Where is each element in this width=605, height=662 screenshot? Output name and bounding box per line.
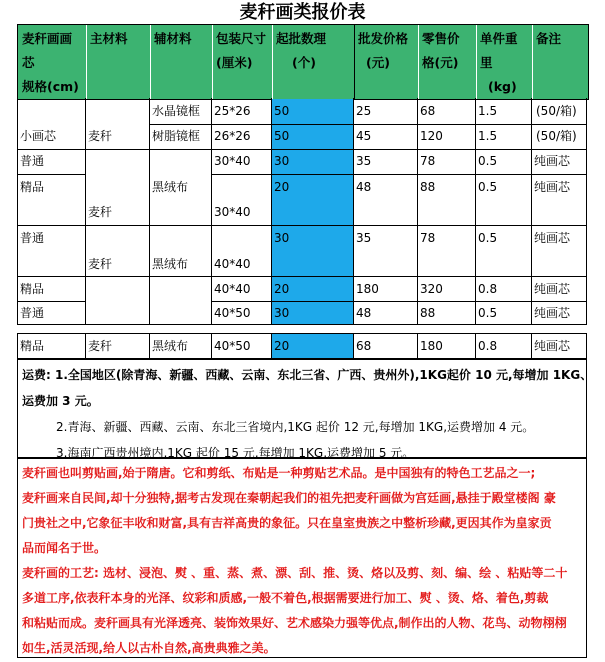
shipping-line-1: 运费: 1.全国地区(除青海、新疆、西藏、云南、东北三省、广西、贵州外),1KG起价 10 元,每增加 1KG、 <box>22 368 593 382</box>
r4-retail: 88 <box>420 180 436 194</box>
r3-size: 普通 <box>20 154 45 168</box>
header-min-qty: 起批数理 (个) <box>276 31 327 70</box>
r1-aux: 水晶镜框 <box>152 104 201 118</box>
r3-pkg: 30*40 <box>214 154 251 168</box>
r8-note: 纯画芯 <box>534 339 571 353</box>
header-unit-weight: 单件重 里 (kg) <box>480 31 518 94</box>
r6-note: 纯画芯 <box>534 282 571 296</box>
description-line: 门贵社之中,它象征丰收和财富,具有吉祥高贵的象征。只在皇室贵族之中整析珍藏,更因其作为皇家贡 <box>22 516 552 530</box>
r7-pkg: 40*50 <box>214 306 251 320</box>
header-note: 备注 <box>536 31 562 46</box>
r5-wholesale: 35 <box>356 231 372 245</box>
description-line: 和粘贴而成。麦秆画具有光泽透亮、装饰效果好、艺术感染力强等优点,制作出的人物、花鸟、动物栩栩 <box>22 616 567 630</box>
r4-note: 纯画芯 <box>534 180 571 194</box>
r8-retail: 180 <box>420 339 443 353</box>
r4-size: 精品 <box>20 180 45 194</box>
r8-size: 精品 <box>20 339 45 353</box>
r1-retail: 68 <box>420 104 436 118</box>
r6-wholesale: 180 <box>356 282 379 296</box>
r7-weight: 0.5 <box>478 306 498 320</box>
r6-qty: 20 <box>274 282 290 296</box>
r8-weight: 0.8 <box>478 339 498 353</box>
r1-note: (50/箱) <box>536 104 577 118</box>
r5-retail: 78 <box>420 231 436 245</box>
r2-wholesale: 45 <box>356 129 372 143</box>
r1-weight: 1.5 <box>478 104 498 118</box>
r6-pkg: 40*40 <box>214 282 251 296</box>
r5-note: 纯画芯 <box>534 231 571 245</box>
description-line: 品而闻名于世。 <box>22 541 107 555</box>
r7-retail: 88 <box>420 306 436 320</box>
r2-pkg: 26*26 <box>214 129 251 143</box>
header-size: 麦秆画画 芯 规格(cm) <box>22 31 79 94</box>
r7-qty: 30 <box>274 306 290 320</box>
header-main-material: 主材料 <box>90 31 128 46</box>
r8-qty: 20 <box>274 339 290 353</box>
r6-retail: 320 <box>420 282 443 296</box>
r8-pkg: 40*50 <box>214 339 251 353</box>
header-wholesale: 批发价格 (元) <box>358 31 409 70</box>
description-line: 多道工序,依表秆本身的光泽、纹彩和质感,一般不着色,根据需要进行加工、熨 、烫、烙、着色,剪裁 <box>22 591 549 605</box>
r2-main: 麦秆 <box>88 129 113 143</box>
r2-weight: 1.5 <box>478 129 498 143</box>
header-package-size: 包装尺寸 (厘米) <box>216 31 267 70</box>
r5-weight: 0.5 <box>478 231 498 245</box>
r3-wholesale: 35 <box>356 154 372 168</box>
r2-size: 小画芯 <box>20 129 57 143</box>
shipping-line-3: 3.海南广西贵州境内,1KG 起价 15 元,每增加 1KG,运费增加 5 元。 <box>56 446 415 460</box>
shipping-box <box>17 359 593 460</box>
r4-qty: 20 <box>274 180 290 194</box>
r2-qty: 50 <box>274 129 290 143</box>
r1-wholesale: 25 <box>356 104 372 118</box>
r2-note: (50/箱) <box>536 129 577 143</box>
r3-note: 纯画芯 <box>534 154 571 168</box>
table-header <box>17 24 589 100</box>
r2-retail: 120 <box>420 129 443 143</box>
description-box <box>17 458 587 658</box>
r4-aux: 黑绒布 <box>152 180 189 194</box>
page-title: 麦秆画类报价表 <box>239 2 366 23</box>
r3-qty: 30 <box>274 154 290 168</box>
shipping-line-2: 2.青海、新疆、西藏、云南、东北三省境内,1KG 起价 12 元,每增加 1KG,运费增加 4 元。 <box>56 420 535 434</box>
r8-main: 麦秆 <box>88 339 113 353</box>
shipping-line-1b: 运费加 3 元。 <box>22 394 99 408</box>
header-retail: 零售价 格(元) <box>422 31 460 70</box>
r5-qty: 30 <box>274 231 290 245</box>
r4-wholesale: 48 <box>356 180 372 194</box>
r7-size: 普通 <box>20 306 45 320</box>
r6-size: 精品 <box>20 282 45 296</box>
r5-main: 麦秆 <box>88 257 113 271</box>
r8-wholesale: 68 <box>356 339 372 353</box>
r7-wholesale: 48 <box>356 306 372 320</box>
r5-aux: 黑绒布 <box>152 257 189 271</box>
r2-aux: 树脂镜框 <box>152 129 201 143</box>
r6-weight: 0.8 <box>478 282 498 296</box>
r1-qty: 50 <box>274 104 290 118</box>
r4-pkg: 30*40 <box>214 205 251 219</box>
r5-pkg: 40*40 <box>214 257 251 271</box>
r1-pkg: 25*26 <box>214 104 251 118</box>
r5-size: 普通 <box>20 231 45 245</box>
r4-weight: 0.5 <box>478 180 498 194</box>
description-line: 如生,活灵活现,给人以古朴自然,高贵典雅之美。 <box>22 641 276 655</box>
header-aux-material: 辅材料 <box>154 31 192 46</box>
r3-retail: 78 <box>420 154 436 168</box>
r8-aux: 黑绒布 <box>152 339 189 353</box>
description-line: 麦秆画的工艺: 选材、浸泡、熨 、重、蒸、煮、漂、刮、推、烫、烙以及剪、刻、编、绘 、粘贴等二十 <box>22 566 568 580</box>
r4-main: 麦秆 <box>88 205 113 219</box>
description-line: 麦秆画来自民间,却十分独特,据考古发现在秦朝起我们的祖先把麦秆画做为宫廷画,悬挂于殿堂楼阁 豪 <box>22 491 556 505</box>
description-line: 麦秆画也叫剪贴画,始于隋唐。它和剪纸、布贴是一种剪贴艺术品。是中国独有的特色工艺品之一; <box>22 466 536 480</box>
r7-note: 纯画芯 <box>534 306 571 320</box>
r3-weight: 0.5 <box>478 154 498 168</box>
